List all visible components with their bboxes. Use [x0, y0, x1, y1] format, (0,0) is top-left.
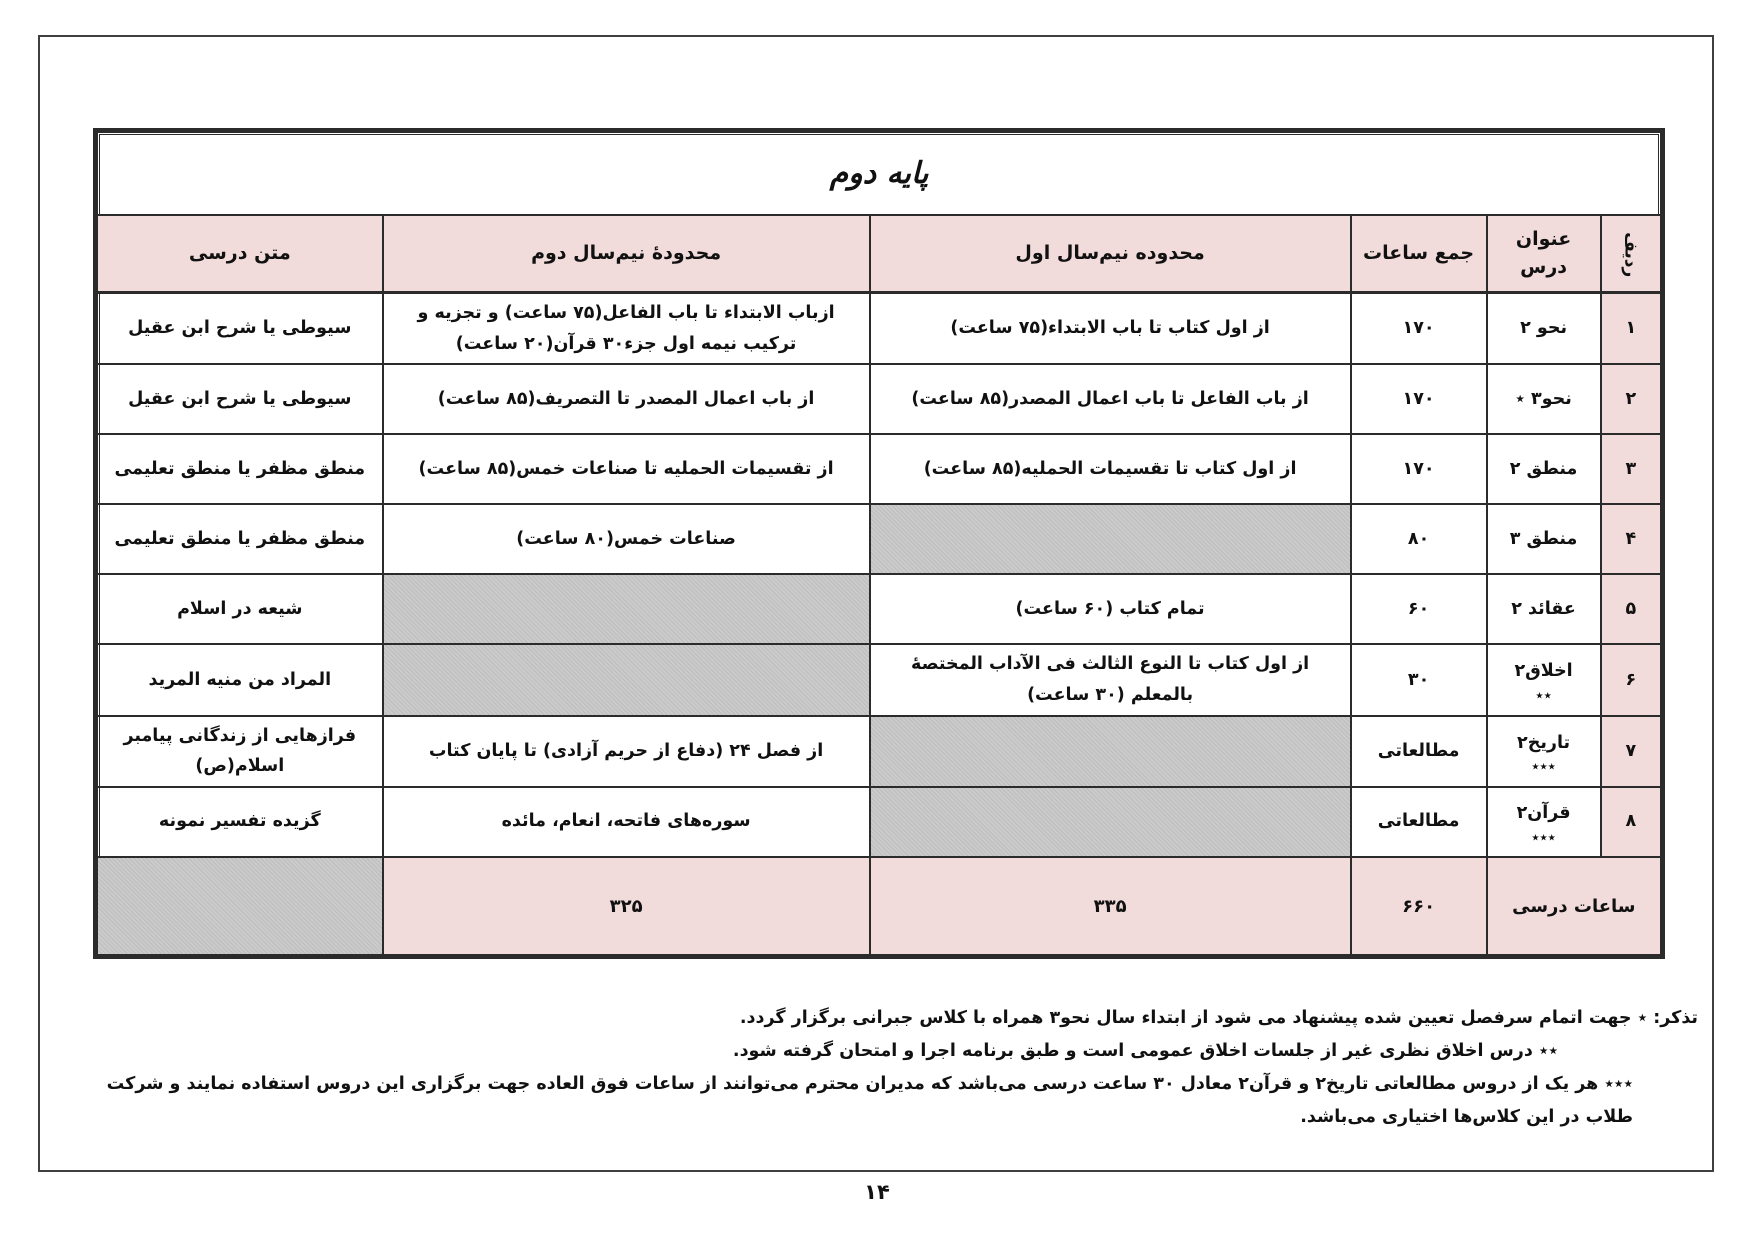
footnotes [92, 1002, 1698, 1134]
course-title: تاریخ۲ ٭٭٭ [1487, 716, 1601, 787]
table-row-5 [96, 574, 1663, 644]
total-hours: ۱۷۰ [1351, 364, 1487, 434]
col-header-course-title: عنوان درس [1487, 215, 1601, 293]
table-title: پایه دوم [96, 131, 1663, 215]
second-semester-range: صناعات خمس(۸۰ ساعت) [383, 504, 870, 574]
row-number: ۵ [1601, 574, 1663, 644]
row-number: ۲ [1601, 364, 1663, 434]
course-text: منطق مظفر یا منطق تعلیمی [96, 434, 383, 504]
table-row-6 [96, 644, 1663, 715]
table-row-3 [96, 434, 1663, 504]
table-title-row [96, 131, 1663, 215]
second-semester-range: سوره‌های فاتحه، انعام، مائده [383, 787, 870, 857]
course-note: ٭٭ [1535, 685, 1552, 704]
totals-second-semester: ۳۲۵ [383, 857, 870, 957]
table-header-row [96, 215, 1663, 293]
total-hours: ۶۰ [1351, 574, 1487, 644]
course-title: قرآن۲ ٭٭٭ [1487, 787, 1601, 857]
empty-gray-cell [96, 857, 383, 957]
course-text: شیعه در اسلام [96, 574, 383, 644]
first-semester-range: از اول کتاب تا باب الابتداء(۷۵ ساعت) [870, 293, 1351, 365]
course-text: سیوطی یا شرح ابن عقیل [96, 293, 383, 365]
course-text: سیوطی یا شرح ابن عقیل [96, 364, 383, 434]
row-number: ۳ [1601, 434, 1663, 504]
totals-hours: ۶۶۰ [1351, 857, 1487, 957]
footnote-2: ٭٭ درس اخلاق نظری غیر از جلسات اخلاق عمومی است و طبق برنامه اجرا و امتحان گرفته شود. [732, 1041, 1558, 1061]
total-hours: ۱۷۰ [1351, 293, 1487, 365]
total-hours: مطالعاتی [1351, 787, 1487, 857]
table-row-1 [96, 293, 1663, 365]
col-header-course-text: متن درسی [96, 215, 383, 293]
totals-row [96, 857, 1663, 957]
course-text: گزیده تفسیر نمونه [96, 787, 383, 857]
course-text: فرازهایی از زندگانی پیامبر اسلام(ص) [96, 716, 383, 787]
row-number: ۸ [1601, 787, 1663, 857]
row-number: ۴ [1601, 504, 1663, 574]
course-title: منطق ۳ [1487, 504, 1601, 574]
course-title: نحو۳ ٭ [1487, 364, 1601, 434]
course-text: منطق مظفر یا منطق تعلیمی [96, 504, 383, 574]
row-number: ۷ [1601, 716, 1663, 787]
second-semester-range: ازباب الابتداء تا باب الفاعل(۷۵ ساعت) و تجزیه و ترکیب نیمه اول جزء۳۰ قرآن(۲۰ ساعت) [383, 293, 870, 365]
empty-gray-cell [870, 504, 1351, 574]
course-title: نحو ۲ [1487, 293, 1601, 365]
course-text: المراد من منیه المرید [96, 644, 383, 715]
second-semester-range: از فصل ۲۴ (دفاع از حریم آزادی) تا پایان کتاب [383, 716, 870, 787]
first-semester-range: از اول کتاب تا النوع الثالث فی الآداب المختصهٔ بالمعلم (۳۰ ساعت) [870, 644, 1351, 715]
empty-gray-cell [870, 787, 1351, 857]
total-hours: ۳۰ [1351, 644, 1487, 715]
footnote-1: تذکر: ٭ جهت اتمام سرفصل تعیین شده پیشنهاد می شود از ابتداء سال نحو۳ همراه با کلاس جبرانی برگزار گردد. [739, 1008, 1698, 1028]
page-number: ۱۴ [864, 1180, 890, 1204]
table-row-4 [96, 504, 1663, 574]
table-row-2 [96, 364, 1663, 434]
second-semester-range: از تقسیمات الحملیه تا صناعات خمس(۸۵ ساعت) [383, 434, 870, 504]
first-semester-range: از باب الفاعل تا باب اعمال المصدر(۸۵ ساعت) [870, 364, 1351, 434]
empty-gray-cell [870, 716, 1351, 787]
course-title: منطق ۲ [1487, 434, 1601, 504]
row-number: ۱ [1601, 293, 1663, 365]
second-semester-range: از باب اعمال المصدر تا التصریف(۸۵ ساعت) [383, 364, 870, 434]
col-header-total-hours: جمع ساعات [1351, 215, 1487, 293]
row-number-header-label: ردیف [1620, 232, 1641, 278]
total-hours: ۱۷۰ [1351, 434, 1487, 504]
total-hours: مطالعاتی [1351, 716, 1487, 787]
course-note: ٭٭٭ [1531, 757, 1556, 776]
totals-first-semester: ۳۳۵ [870, 857, 1351, 957]
total-hours: ۸۰ [1351, 504, 1487, 574]
col-header-row-number [1601, 215, 1663, 293]
table-row-7 [96, 716, 1663, 787]
first-semester-range: تمام کتاب (۶۰ ساعت) [870, 574, 1351, 644]
empty-gray-cell [383, 644, 870, 715]
row-number: ۶ [1601, 644, 1663, 715]
course-title: اخلاق۲ ٭٭ [1487, 644, 1601, 715]
course-title: عقائد ۲ [1487, 574, 1601, 644]
totals-label: ساعات درسی [1487, 857, 1663, 957]
col-header-second-semester: محدودهٔ نیم‌سال دوم [383, 215, 870, 293]
curriculum-table [93, 128, 1665, 959]
col-header-first-semester: محدوده نیم‌سال اول [870, 215, 1351, 293]
first-semester-range: از اول کتاب تا تقسیمات الحملیه(۸۵ ساعت) [870, 434, 1351, 504]
empty-gray-cell [383, 574, 870, 644]
table-row-8 [96, 787, 1663, 857]
course-note: ٭٭٭ [1531, 827, 1556, 846]
footnote-3: ٭٭٭ هر یک از دروس مطالعاتی تاریخ۲ و قرآن۲ معادل ۳۰ ساعت درسی می‌باشد که مدیران محترم می‌توانند از ساعات فوق العاده جهت برگزاری این دروس استفاده نمایند و شرکت طلاب در این کلاس‌ها اختیاری می‌باشد. [106, 1074, 1633, 1127]
